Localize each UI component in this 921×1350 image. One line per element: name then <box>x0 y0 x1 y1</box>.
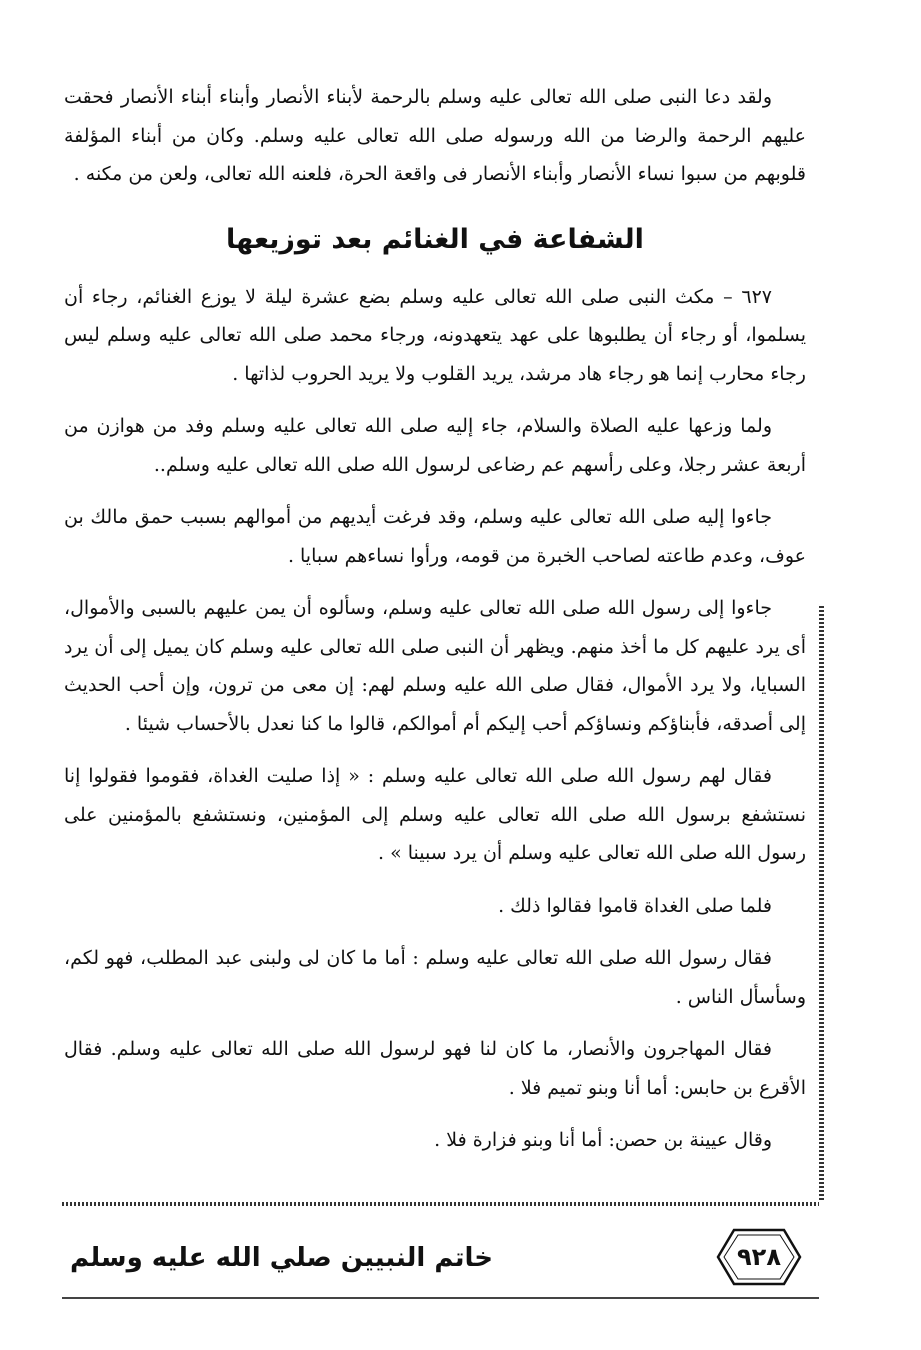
footer-dotted-rule <box>62 1202 819 1206</box>
body-paragraph: ولما وزعها عليه الصلاة والسلام، جاء إليه صلى الله تعالى عليه وسلم وفد من هوازن من أربعة عشر رجلا، وعلى رأسهم عم رضاعى لرسول الله صلى الله تعالى عليه وسلم.. <box>64 415 806 476</box>
body-paragraph: فلما صلى الغداة قاموا فقالوا ذلك . <box>498 894 772 917</box>
side-decorative-rule <box>819 606 824 1202</box>
footer-bottom-rule <box>62 1297 819 1299</box>
body-paragraph: فقال لهم رسول الله صلى الله تعالى عليه وسلم : « إذا صليت الغداة، فقوموا فقولوا إنا نستشفع برسول الله صلى الله تعالى عليه وسلم إلى المؤمنين، ونستشفع بالمؤمنين على رسول الله صلى الله تعالى عليه وسلم أن يرد سبينا » . <box>64 765 806 864</box>
body-paragraph: فقال المهاجرون والأنصار، ما كان لنا فهو لرسول الله صلى الله تعالى عليه وسلم. فقال الأقرع بن حابس: أما أنا وبنو تميم فلا . <box>64 1038 806 1099</box>
body-paragraph: جاءوا إلى رسول الله صلى الله تعالى عليه وسلم، وسألوه أن يمن عليهم بالسبى والأموال، أى يرد عليهم كل ما أخذ منهم. ويظهر أن النبى صلى الله تعالى عليه وسلم كان يميل إلى أن يرد السبايا، ولا يرد الأموال، فقال صلى الله عليه وسلم لهم: إن معى من ترون، وإن أحب الحديث إلى أصدقه، فأبناؤكم ونساؤكم أحب إليكم أم أموالكم، قالوا ما كنا نعدل بالأحساب شيئا . <box>64 597 806 735</box>
intro-paragraph: ولقد دعا النبى صلى الله تعالى عليه وسلم بالرحمة لأبناء الأنصار وأبناء أبناء الأنصار فحقت عليهم الرحمة والرضا من الله ورسوله صلى الله تعالى عليه وسلم. وكان من أبناء المؤلفة قلوبهم من سبوا نساء الأنصار وأبناء الأنصار فى واقعة الحرة، فلعنه الله تعالى، ولعن من مكنه . <box>64 86 806 185</box>
body-paragraph: وقال عيينة بن حصن: أما أنا وبنو فزارة فلا . <box>434 1129 772 1151</box>
page-body <box>64 78 806 1174</box>
body-paragraph: فقال رسول الله صلى الله تعالى عليه وسلم : أما ما كان لى ولبنى عبد المطلب، فهو لكم، وسأسأل الناس . <box>64 947 806 1008</box>
body-paragraph: ٦٢٧ – مكث النبى صلى الله تعالى عليه وسلم بضع عشرة ليلة لا يوزع الغنائم، رجاء أن يسلموا، أو رجاء أن يطلبوها على عهد يتعهدونه، ورجاء محمد صلى الله تعالى عليه وسلم ليس رجاء محارب إنما هو رجاء هاد مرشد، يريد القلوب ولا يريد الحروب لذاتها . <box>64 285 806 385</box>
book-title: خاتم النبيين صلي الله عليه وسلم <box>70 1243 494 1273</box>
section-heading: الشفاعة في الغنائم بعد توزيعها <box>226 223 644 255</box>
page-number: ٩٢٨ <box>737 1243 781 1271</box>
body-paragraph: جاءوا إليه صلى الله تعالى عليه وسلم، وقد فرغت أيديهم من أموالهم بسبب حمق مالك بن عوف، وعدم طاعته لصاحب الخبرة من قومه، ورأوا نساءهم سبايا . <box>64 506 806 567</box>
